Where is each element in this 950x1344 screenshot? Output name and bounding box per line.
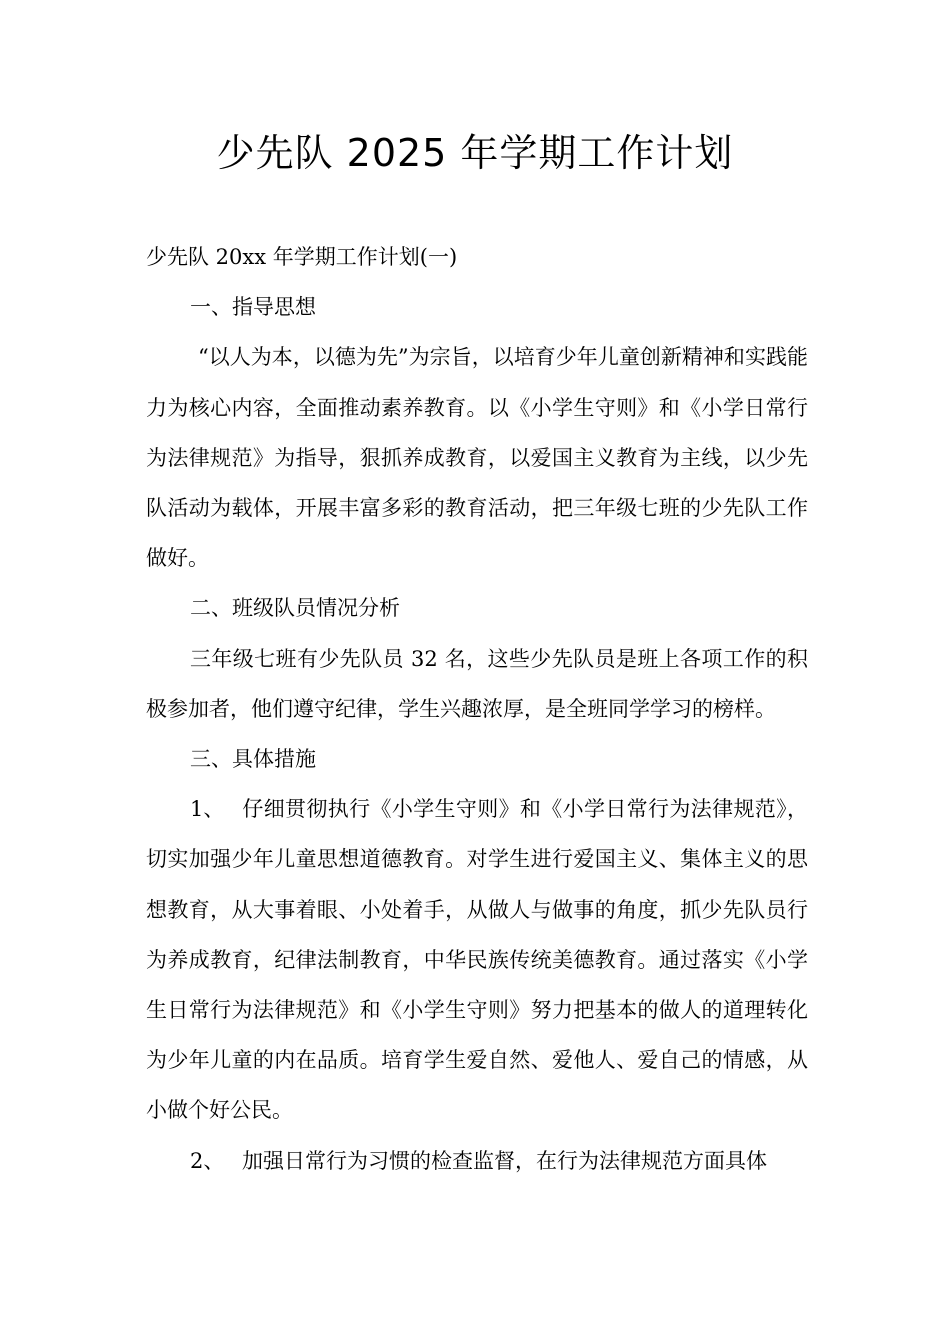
- measure-number-1: 1、: [190, 797, 225, 822]
- measure-item-2: [146, 1136, 808, 1186]
- section-heading-measures: 三、具体措施: [190, 747, 316, 772]
- measure-text-1: 仔细贯彻执行《小学生守则》和《小学日常行为法律规范》，切实加强少年儿童思想道德教育。对学生进行爱国主义、集体主义的思想教育，从大事着眼、小处着手，从做人与做事的角度，抓少先队员行为养成教育，纪律法制教育，中华民族传统美德教育。通过落实《小学生日常行为法律规范》和《小学生守则》努力把基本的做人的道理转化为少年儿童的内在品质。培育学生爱自然、爱他人、爱自己的情感，从小做个好公民。: [146, 797, 808, 1123]
- measure-number-2: 2、: [190, 1148, 225, 1173]
- measure-text-2: 加强日常行为习惯的检查监督，在行为法律规范方面具体: [242, 1148, 767, 1173]
- section-heading-analysis: 二、班级队员情况分析: [190, 596, 400, 621]
- document-body: [146, 232, 808, 1186]
- document-title: 少先队 2025 年学期工作计划: [216, 131, 734, 175]
- paragraph-guiding: “以人为本，以德为先”为宗旨，以培育少年儿童创新精神和实践能力为核心内容，全面推动素养教育。以《小学生守则》和《小学日常行为法律规范》为指导，狠抓养成教育，以爱国主义教育为主线，以少先队活动为载体，开展丰富多彩的教育活动，把三年级七班的少先队工作做好。: [146, 345, 808, 571]
- document-subtitle: 少先队 20xx 年学期工作计划(一): [146, 245, 458, 269]
- measure-item-1: [146, 784, 808, 1135]
- paragraph-analysis: 三年级七班有少先队员 32 名，这些少先队员是班上各项工作的积极参加者，他们遵守纪律，学生兴趣浓厚，是全班同学学习的榜样。: [146, 646, 808, 721]
- section-heading-guiding: 一、指导思想: [190, 295, 316, 320]
